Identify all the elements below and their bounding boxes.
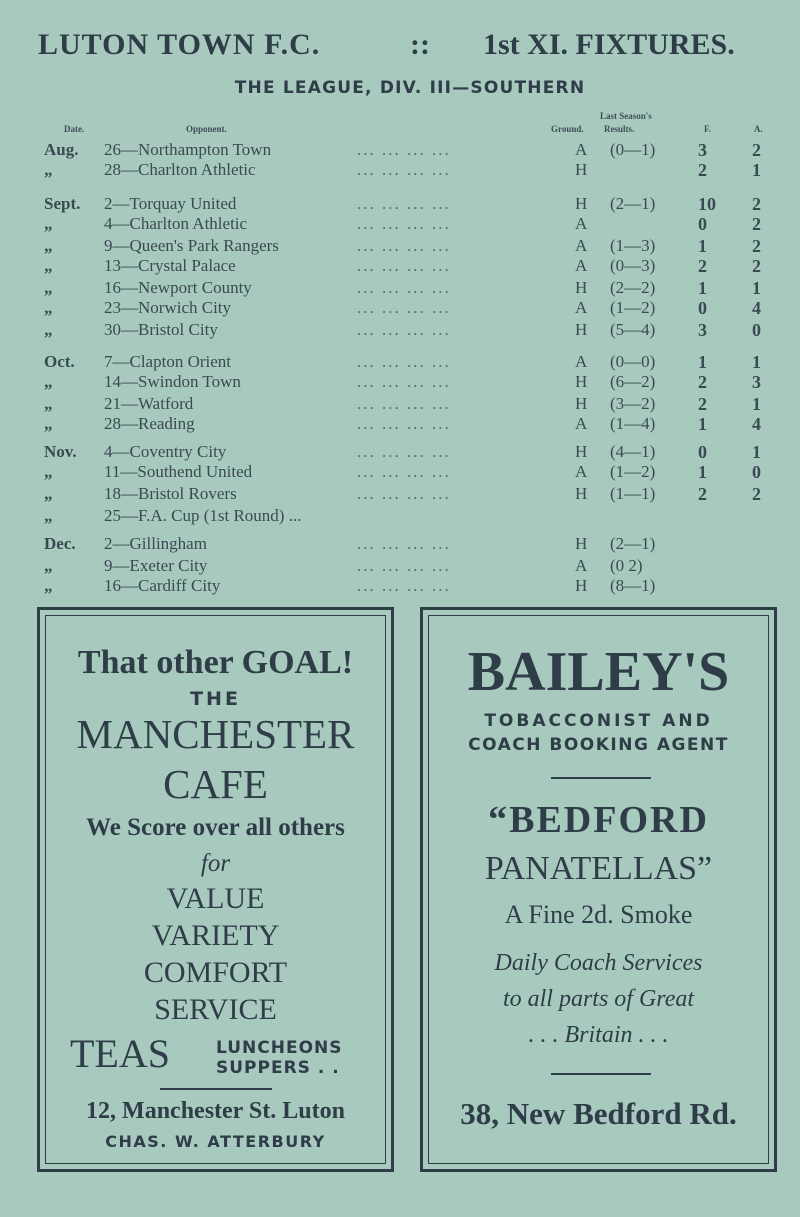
ad-smoke: A Fine 2d. Smoke	[504, 900, 693, 929]
fixture-opponent: 21—Watford	[104, 394, 194, 413]
col-ground: Ground.	[551, 124, 584, 134]
fixture-opponent: 14—Swindon Town	[104, 372, 241, 391]
fixture-opponent: 2—Torquay United	[104, 194, 237, 213]
fixture-leader-dots: ... ... ... ...	[357, 236, 451, 255]
fixture-last-result: (0—0)	[610, 352, 656, 371]
fixture-against: 1	[752, 442, 761, 462]
page-header	[0, 28, 800, 68]
fixture-ground: A	[575, 236, 588, 255]
fixture-last-result: (1—1)	[610, 484, 656, 503]
fixture-row	[0, 160, 800, 182]
ad-coach1: Daily Coach Services	[494, 950, 703, 976]
fixture-month: „	[44, 462, 53, 481]
fixture-month: „	[44, 236, 53, 255]
fixture-leader-dots: ... ... ... ...	[357, 484, 451, 503]
fixture-month: „	[44, 576, 53, 595]
manchester-cafe-ad	[37, 607, 394, 1172]
ad-cafe-address: 12, Manchester St. Luton	[86, 1098, 345, 1124]
fixture-month: „	[44, 256, 53, 275]
fixture-against: 2	[752, 194, 761, 214]
fixture-for: 2	[698, 256, 707, 276]
fixture-row	[0, 278, 800, 300]
fixture-against: 0	[752, 462, 761, 482]
col-date: Date.	[64, 124, 85, 134]
fixture-leader-dots: ... ... ... ...	[357, 462, 451, 481]
fixture-ground: A	[575, 414, 588, 433]
fixture-ground: H	[575, 278, 588, 297]
fixture-ground: H	[575, 442, 588, 461]
fixture-for: 1	[698, 462, 707, 482]
header-separator: ::	[410, 28, 430, 61]
fixture-leader-dots: ... ... ... ...	[357, 256, 451, 275]
col-for: F.	[704, 124, 711, 134]
col-last-season: Last Season's	[600, 111, 652, 121]
fixture-last-result: (5—4)	[610, 320, 656, 339]
fixture-against: 4	[752, 414, 761, 434]
fixture-last-result: (1—4)	[610, 414, 656, 433]
fixture-leader-dots: ... ... ... ...	[357, 372, 451, 391]
fixture-leader-dots: ... ... ... ...	[357, 214, 451, 233]
club-name: LUTON TOWN F.C.	[38, 28, 321, 61]
fixture-month: Nov.	[44, 442, 77, 461]
fixture-month: „	[44, 214, 53, 233]
fixture-row	[0, 298, 800, 320]
fixture-leader-dots: ... ... ... ...	[357, 140, 451, 159]
fixture-ground: A	[575, 556, 588, 575]
fixture-row	[0, 576, 800, 598]
fixture-last-result: (0 2)	[610, 556, 643, 575]
ad-the: THE	[190, 688, 241, 710]
fixture-month: „	[44, 414, 53, 433]
ad-coach-agent: COACH BOOKING AGENT	[468, 735, 729, 755]
ad-for: for	[200, 850, 231, 877]
ad-divider	[160, 1088, 272, 1090]
fixture-against: 1	[752, 394, 761, 414]
fixture-last-result: (6—2)	[610, 372, 656, 391]
fixture-last-result: (2—2)	[610, 278, 656, 297]
fixture-last-result: (1—2)	[610, 462, 656, 481]
fixture-month: „	[44, 484, 53, 503]
fixture-against: 1	[752, 160, 761, 180]
fixture-ground: A	[575, 214, 588, 233]
fixture-for: 1	[698, 414, 707, 434]
fixture-for: 3	[698, 320, 707, 340]
ad-comfort: COMFORT	[143, 956, 288, 989]
fixture-leader-dots: ... ... ... ...	[357, 394, 451, 413]
fixture-for: 1	[698, 278, 707, 298]
ad-divider-bottom	[551, 1073, 651, 1075]
fixture-ground: H	[575, 484, 588, 503]
ad-cafe-name2: CAFE	[163, 761, 268, 807]
fixture-against: 2	[752, 256, 761, 276]
fixture-month: Aug.	[44, 140, 79, 159]
fixture-row	[0, 140, 800, 162]
ad-service: SERVICE	[154, 993, 277, 1026]
fixture-against: 2	[752, 214, 761, 234]
fixture-month: „	[44, 394, 53, 413]
ad-baileys-name: BAILEY'S	[467, 641, 730, 703]
ad-product2: PANATELLAS”	[484, 850, 713, 887]
fixture-opponent: 11—Southend United	[104, 462, 253, 481]
fixture-opponent: 26—Northampton Town	[104, 140, 272, 159]
ad-tagline: We Score over all others	[86, 814, 345, 841]
fixture-month: Sept.	[44, 194, 81, 213]
fixture-opponent: 28—Charlton Athletic	[104, 160, 256, 179]
fixture-row	[0, 414, 800, 436]
fixture-for: 0	[698, 298, 707, 318]
fixture-last-result: (1—3)	[610, 236, 656, 255]
ad-coach3: . . . Britain . . .	[528, 1022, 669, 1048]
fixture-row	[0, 352, 800, 374]
fixture-ground: H	[575, 160, 588, 179]
fixture-for: 1	[698, 352, 707, 372]
fixture-last-result: (0—1)	[610, 140, 656, 159]
fixture-opponent: 9—Exeter City	[104, 556, 208, 575]
fixture-against: 1	[752, 352, 761, 372]
fixture-month: „	[44, 278, 53, 297]
fixture-leader-dots: ... ... ... ...	[357, 556, 451, 575]
fixture-ground: A	[575, 298, 588, 317]
fixture-against: 2	[752, 236, 761, 256]
fixtures-title: 1st XI. FIXTURES.	[483, 28, 735, 61]
fixture-last-result: (4—1)	[610, 442, 656, 461]
fixture-row	[0, 394, 800, 416]
fixture-opponent: 16—Cardiff City	[104, 576, 221, 595]
baileys-ad	[420, 607, 777, 1172]
fixture-against: 0	[752, 320, 761, 340]
fixture-month: „	[44, 372, 53, 391]
ad-baileys-address: 38, New Bedford Rd.	[460, 1096, 737, 1131]
ad-luncheons: LUNCHEONS	[216, 1038, 343, 1058]
fixture-for: 2	[698, 394, 707, 414]
fixture-against: 3	[752, 372, 761, 392]
fixture-opponent: 25—F.A. Cup (1st Round) ...	[104, 506, 302, 525]
fixture-against: 2	[752, 484, 761, 504]
fixture-leader-dots: ... ... ... ...	[357, 298, 451, 317]
fixture-ground: A	[575, 140, 588, 159]
ad-headline: That other GOAL!	[77, 644, 354, 681]
fixture-month: Oct.	[44, 352, 75, 371]
fixture-opponent: 23—Norwich City	[104, 298, 232, 317]
col-results: Results.	[604, 124, 635, 134]
fixture-for: 3	[698, 140, 707, 160]
fixture-row	[0, 442, 800, 464]
fixture-opponent: 4—Coventry City	[104, 442, 227, 461]
fixture-row	[0, 194, 800, 216]
fixture-leader-dots: ... ... ... ...	[357, 576, 451, 595]
fixture-ground: A	[575, 352, 588, 371]
ad-cafe-name1: MANCHESTER	[76, 711, 355, 757]
fixture-for: 1	[698, 236, 707, 256]
fixture-last-result: (8—1)	[610, 576, 656, 595]
fixture-opponent: 7—Clapton Orient	[104, 352, 232, 371]
fixture-opponent: 16—Newport County	[104, 278, 252, 297]
fixture-opponent: 28—Reading	[104, 414, 195, 433]
fixture-row	[0, 256, 800, 278]
fixture-against: 4	[752, 298, 761, 318]
fixture-ground: H	[575, 372, 588, 391]
fixture-month: „	[44, 298, 53, 317]
fixture-for: 2	[698, 372, 707, 392]
fixture-opponent: 18—Bristol Rovers	[104, 484, 237, 503]
fixture-row	[0, 236, 800, 258]
fixture-ground: H	[575, 394, 588, 413]
fixture-ground: A	[575, 462, 588, 481]
fixture-leader-dots: ... ... ... ...	[357, 194, 451, 213]
fixture-opponent: 9—Queen's Park Rangers	[104, 236, 279, 255]
fixture-row	[0, 506, 800, 528]
ad-proprietor: CHAS. W. ATTERBURY	[105, 1132, 326, 1151]
fixture-last-result: (1—2)	[610, 298, 656, 317]
fixture-against: 1	[752, 278, 761, 298]
fixture-leader-dots: ... ... ... ...	[357, 160, 451, 179]
fixture-last-result: (2—1)	[610, 194, 656, 213]
fixture-last-result: (0—3)	[610, 256, 656, 275]
fixture-row	[0, 214, 800, 236]
ad-tobacconist: TOBACCONIST AND	[484, 711, 713, 731]
fixture-leader-dots: ... ... ... ...	[357, 534, 451, 553]
fixture-ground: H	[575, 576, 588, 595]
fixture-opponent: 4—Charlton Athletic	[104, 214, 248, 233]
col-against: A.	[754, 124, 763, 134]
fixture-ground: H	[575, 194, 588, 213]
fixture-leader-dots: ... ... ... ...	[357, 278, 451, 297]
fixture-row	[0, 556, 800, 578]
ad-value: VALUE	[166, 882, 265, 915]
fixture-leader-dots: ... ... ... ...	[357, 352, 451, 371]
league-subtitle: THE LEAGUE, DIV. III—SOUTHERN	[234, 78, 586, 98]
fixture-leader-dots: ... ... ... ...	[357, 414, 451, 433]
fixture-row	[0, 462, 800, 484]
fixture-for: 2	[698, 484, 707, 504]
fixture-against: 2	[752, 140, 761, 160]
fixture-opponent: 13—Crystal Palace	[104, 256, 236, 275]
fixture-for: 0	[698, 442, 707, 462]
ad-suppers: SUPPERS . .	[216, 1058, 340, 1078]
fixture-month: „	[44, 160, 53, 179]
fixture-row	[0, 534, 800, 556]
fixture-for: 0	[698, 214, 707, 234]
fixture-month: Dec.	[44, 534, 76, 553]
fixture-leader-dots: ... ... ... ...	[357, 320, 451, 339]
fixture-for: 10	[698, 194, 716, 214]
fixture-opponent: 30—Bristol City	[104, 320, 218, 339]
fixture-month: „	[44, 556, 53, 575]
ad-teas: TEAS	[70, 1031, 170, 1076]
ad-variety: VARIETY	[151, 919, 280, 952]
fixture-last-result: (2—1)	[610, 534, 656, 553]
fixture-ground: H	[575, 320, 588, 339]
fixture-row	[0, 484, 800, 506]
fixture-month: „	[44, 320, 53, 339]
fixture-ground: A	[575, 256, 588, 275]
ad-product1: “BEDFORD	[488, 799, 709, 841]
fixture-row	[0, 372, 800, 394]
fixture-ground: H	[575, 534, 588, 553]
fixture-leader-dots: ... ... ... ...	[357, 442, 451, 461]
ad-coach2: to all parts of Great	[502, 986, 695, 1012]
fixture-for: 2	[698, 160, 707, 180]
fixture-month: „	[44, 506, 53, 525]
fixture-row	[0, 320, 800, 342]
fixture-last-result: (3—2)	[610, 394, 656, 413]
col-opponent: Opponent.	[186, 124, 227, 134]
ad-divider-top	[551, 777, 651, 779]
fixture-opponent: 2—Gillingham	[104, 534, 207, 553]
